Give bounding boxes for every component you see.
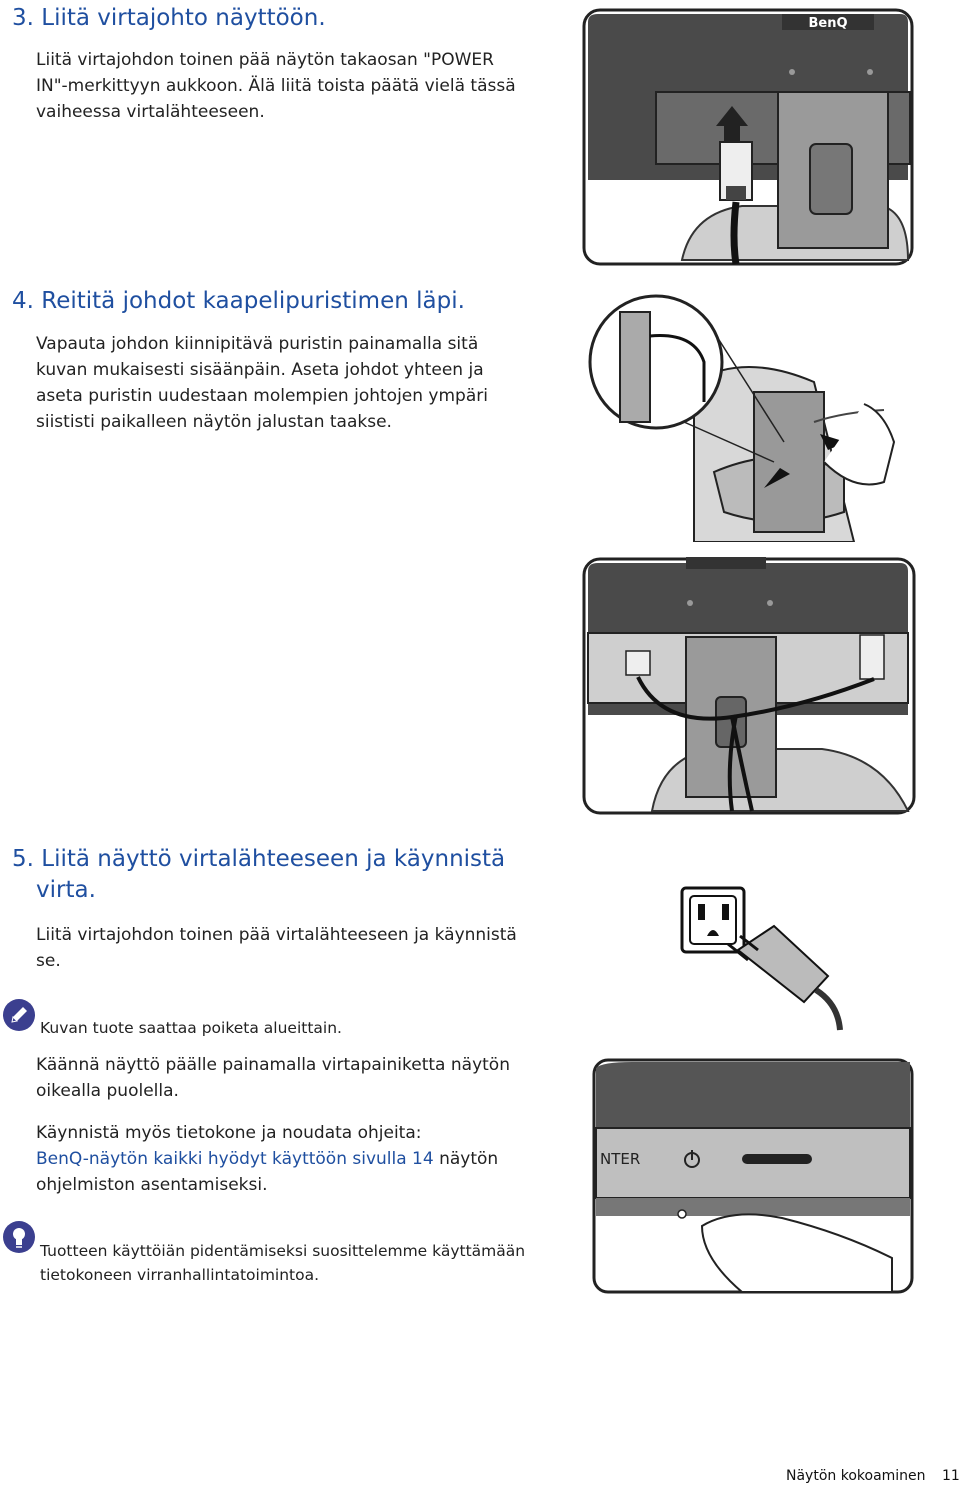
step5-heading-line: 5. Liitä näyttö virtalähteeseen ja käynnistä bbox=[12, 846, 506, 872]
para-computer-line: Käynnistä myös tietokone ja noudata ohjeita: bbox=[36, 1123, 422, 1143]
para-power bbox=[36, 1052, 576, 1104]
step5-line: se. bbox=[36, 951, 61, 971]
note-product-region: Kuvan tuote saattaa poiketa alueittain. bbox=[40, 1019, 342, 1037]
lightbulb-icon bbox=[2, 1220, 36, 1254]
para-computer-line: ohjelmiston asentamiseksi. bbox=[36, 1175, 268, 1195]
step3-line: Liitä virtajohdon toinen pää näytön takaosan "POWER bbox=[36, 50, 494, 70]
figure-cable-clip bbox=[584, 292, 914, 542]
step4-body bbox=[36, 331, 576, 435]
para-power-line: oikealla puolella. bbox=[36, 1081, 179, 1101]
step4-line: siististi paikalleen näytön jalustan taakse. bbox=[36, 412, 392, 432]
footer-page-number: 11 bbox=[942, 1468, 960, 1484]
step4-heading: 4. Reititä johdot kaapelipuristimen läpi. bbox=[12, 288, 465, 314]
step3-heading: 3. Liitä virtajohto näyttöön. bbox=[12, 5, 326, 31]
step5-heading bbox=[12, 844, 532, 906]
figure-wall-outlet bbox=[678, 884, 852, 1032]
brand-logo: BenQ bbox=[808, 16, 848, 31]
para-computer bbox=[36, 1120, 576, 1198]
step4-line: aseta puristin uudestaan molempien johtojen ympäri bbox=[36, 386, 488, 406]
step4-line: Vapauta johdon kiinnipitävä puristin painamalla sitä bbox=[36, 334, 479, 354]
step5-body bbox=[36, 922, 576, 974]
pen-icon bbox=[2, 998, 36, 1032]
para-computer-line2 bbox=[36, 1146, 576, 1172]
figure-power-button bbox=[592, 1058, 914, 1294]
link-benq-features[interactable]: BenQ-näytön kaikki hyödyt käyttöön sivulla 14 bbox=[36, 1149, 434, 1169]
step3-body bbox=[36, 47, 576, 125]
tip-line: Tuotteen käyttöiän pidentämiseksi suosittelemme käyttämään bbox=[40, 1242, 526, 1260]
para-power-line: Käännä näyttö päälle painamalla virtapainiketta näytön bbox=[36, 1055, 510, 1075]
step5-heading-line: virta. bbox=[36, 877, 96, 903]
footer-section: Näytön kokoaminen bbox=[786, 1468, 926, 1484]
para-computer-rest: näytön bbox=[433, 1149, 499, 1169]
figure-routed-cables bbox=[582, 557, 916, 815]
step3-line: IN"-merkittyyn aukkoon. Älä liitä toista päätä vielä tässä bbox=[36, 76, 516, 96]
step4-line: kuvan mukaisesti sisäänpäin. Aseta johdot yhteen ja bbox=[36, 360, 484, 380]
tip-line: tietokoneen virranhallintatoimintoa. bbox=[40, 1266, 320, 1284]
step5-line: Liitä virtajohdon toinen pää virtalähteeseen ja käynnistä bbox=[36, 925, 517, 945]
tip-power-management bbox=[40, 1239, 580, 1287]
step3-line: vaiheessa virtalähteeseen. bbox=[36, 102, 265, 122]
figure-power-cable bbox=[582, 8, 916, 268]
enter-label: NTER bbox=[600, 1150, 641, 1168]
